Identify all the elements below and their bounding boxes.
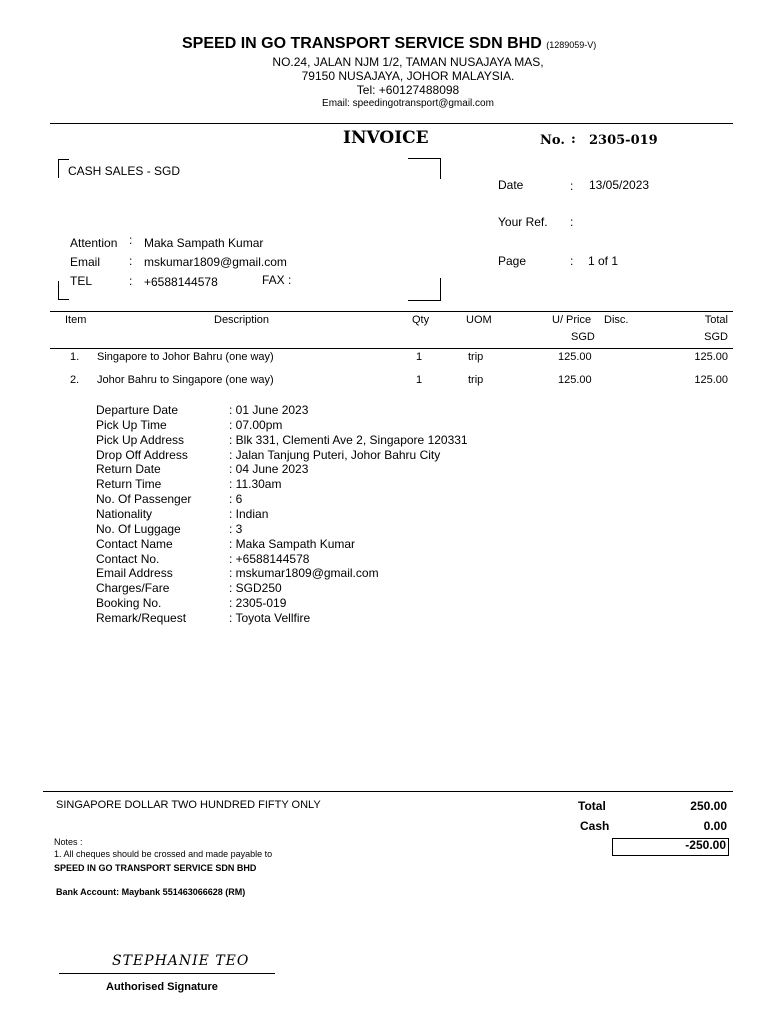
notes-label: Notes : — [54, 837, 83, 847]
table-header-bottom-line — [50, 348, 733, 349]
detail-value: : SGD250 — [229, 581, 282, 596]
row-description: Johor Bahru to Singapore (one way) — [97, 374, 274, 386]
row-uprice: 125.00 — [558, 374, 592, 386]
date-label: Date — [498, 178, 524, 192]
detail-value: : 6 — [229, 492, 243, 507]
company-address-line1: NO.24, JALAN NJM 1/2, TAMAN NUSAJAYA MAS, — [272, 55, 544, 69]
company-name — [182, 35, 596, 53]
row-qty: 1 — [416, 374, 423, 386]
row-uprice: 125.00 — [558, 351, 592, 363]
table-header-top-line — [50, 311, 733, 312]
detail-value: : 07.00pm — [229, 417, 283, 432]
signature-label: Authorised Signature — [106, 981, 218, 993]
detail-label: Remark/Request — [96, 610, 187, 625]
col-header-qty: Qty — [412, 314, 430, 326]
detail-label: Contact Name — [96, 536, 173, 551]
company-name-text: SPEED IN GO TRANSPORT SERVICE SDN BHD — [182, 35, 542, 52]
your-ref-label: Your Ref. — [498, 215, 548, 229]
detail-value: : Blk 331, Clementi Ave 2, Singapore 120331 — [229, 432, 468, 447]
row-total: 125.00 — [694, 374, 728, 386]
company-reg-no: (1289059-V) — [546, 40, 597, 50]
detail-value: : 2305-019 — [229, 596, 287, 611]
customer-box-corner-tr — [408, 158, 441, 179]
detail-value: : 11.30am — [229, 477, 282, 492]
fax-label: FAX : — [262, 273, 292, 287]
amount-in-words: SINGAPORE DOLLAR TWO HUNDRED FIFTY ONLY — [56, 799, 321, 811]
date-value: 13/05/2023 — [589, 178, 650, 192]
total-label: Total — [578, 799, 606, 813]
your-ref-colon: : — [570, 215, 574, 229]
detail-value: : 04 June 2023 — [229, 462, 309, 477]
detail-label: Nationality — [96, 506, 153, 521]
row-qty: 1 — [416, 351, 423, 363]
attention-colon: : — [129, 233, 133, 247]
detail-value: : Toyota Vellfire — [229, 610, 311, 625]
detail-label: Drop Off Address — [96, 447, 188, 462]
row-item: 1. — [70, 351, 80, 363]
tel-colon: : — [129, 274, 133, 288]
notes-line1: 1. All cheques should be crossed and made payable to — [54, 849, 273, 859]
detail-label: Charges/Fare — [96, 581, 170, 596]
detail-label: Pick Up Time — [96, 417, 167, 432]
detail-label: No. Of Passenger — [96, 492, 192, 507]
page-colon: : — [570, 254, 574, 268]
col-header-uprice: U/ Price — [552, 314, 592, 326]
detail-label: Contact No. — [96, 551, 160, 566]
detail-value: : +6588144578 — [229, 551, 310, 566]
detail-label: Email Address — [96, 566, 173, 581]
signature-line — [59, 973, 275, 974]
detail-value: : Jalan Tanjung Puteri, Johor Bahru City — [229, 447, 441, 462]
notes-company: SPEED IN GO TRANSPORT SERVICE SDN BHD — [54, 863, 257, 873]
customer-box-corner-br — [408, 278, 441, 301]
attention-value: Maka Sampath Kumar — [144, 236, 264, 250]
detail-value: : 3 — [229, 521, 243, 536]
detail-label: Pick Up Address — [96, 432, 185, 447]
detail-label: Departure Date — [96, 403, 179, 417]
company-email: Email: speedingotransport@gmail.com — [322, 98, 494, 109]
detail-value: : mskumar1809@gmail.com — [229, 566, 379, 581]
company-address-line2: 79150 NUSAJAYA, JOHOR MALAYSIA. — [301, 69, 515, 83]
col-header-description: Description — [214, 314, 270, 326]
row-description: Singapore to Johor Bahru (one way) — [97, 351, 274, 363]
total-value: 250.00 — [690, 799, 727, 813]
invoice-no-label: No. — [540, 133, 565, 148]
bank-account: Bank Account: Maybank 551463066628 (RM) — [56, 887, 246, 897]
invoice-no-value: 2305-019 — [589, 133, 658, 148]
col-header-item: Item — [65, 314, 87, 326]
email-colon: : — [129, 254, 133, 268]
col-header-uprice-currency: SGD — [571, 331, 595, 343]
page-label: Page — [498, 254, 527, 268]
row-uom: trip — [468, 351, 484, 363]
col-header-uom: UOM — [466, 314, 492, 326]
tel-value: +6588144578 — [144, 275, 218, 289]
balance-value: -250.00 — [685, 838, 726, 852]
col-header-total: Total — [704, 314, 728, 326]
detail-value: : 01 June 2023 — [229, 403, 309, 417]
row-total: 125.00 — [694, 351, 728, 363]
col-header-disc: Disc. — [604, 314, 629, 326]
row-item: 2. — [70, 374, 80, 386]
customer-box-corner-bl — [58, 281, 69, 300]
cash-label: Cash — [580, 819, 610, 833]
detail-value: : Maka Sampath Kumar — [229, 536, 356, 551]
tel-label: TEL — [70, 274, 93, 288]
detail-label: Booking No. — [96, 596, 162, 611]
detail-label: Return Date — [96, 462, 161, 477]
page-value: 1 of 1 — [588, 254, 619, 268]
company-tel: Tel: +60127488098 — [356, 83, 460, 97]
attention-label: Attention — [70, 236, 118, 250]
cash-value: 0.00 — [703, 819, 727, 833]
email-label: Email — [70, 255, 101, 269]
detail-label: Return Time — [96, 477, 162, 492]
invoice-title: INVOICE — [343, 128, 429, 148]
signature-name: STEPHANIE TEO — [112, 953, 250, 969]
detail-value: : Indian — [229, 506, 269, 521]
footer-divider — [43, 791, 733, 792]
date-colon: : — [570, 179, 574, 193]
col-header-total-currency: SGD — [704, 331, 728, 343]
header-divider — [50, 123, 733, 124]
detail-label: No. Of Luggage — [96, 521, 181, 536]
email-value: mskumar1809@gmail.com — [144, 255, 287, 269]
invoice-no-colon: : — [571, 132, 576, 147]
row-uom: trip — [468, 374, 484, 386]
customer-name: CASH SALES - SGD — [68, 164, 181, 178]
